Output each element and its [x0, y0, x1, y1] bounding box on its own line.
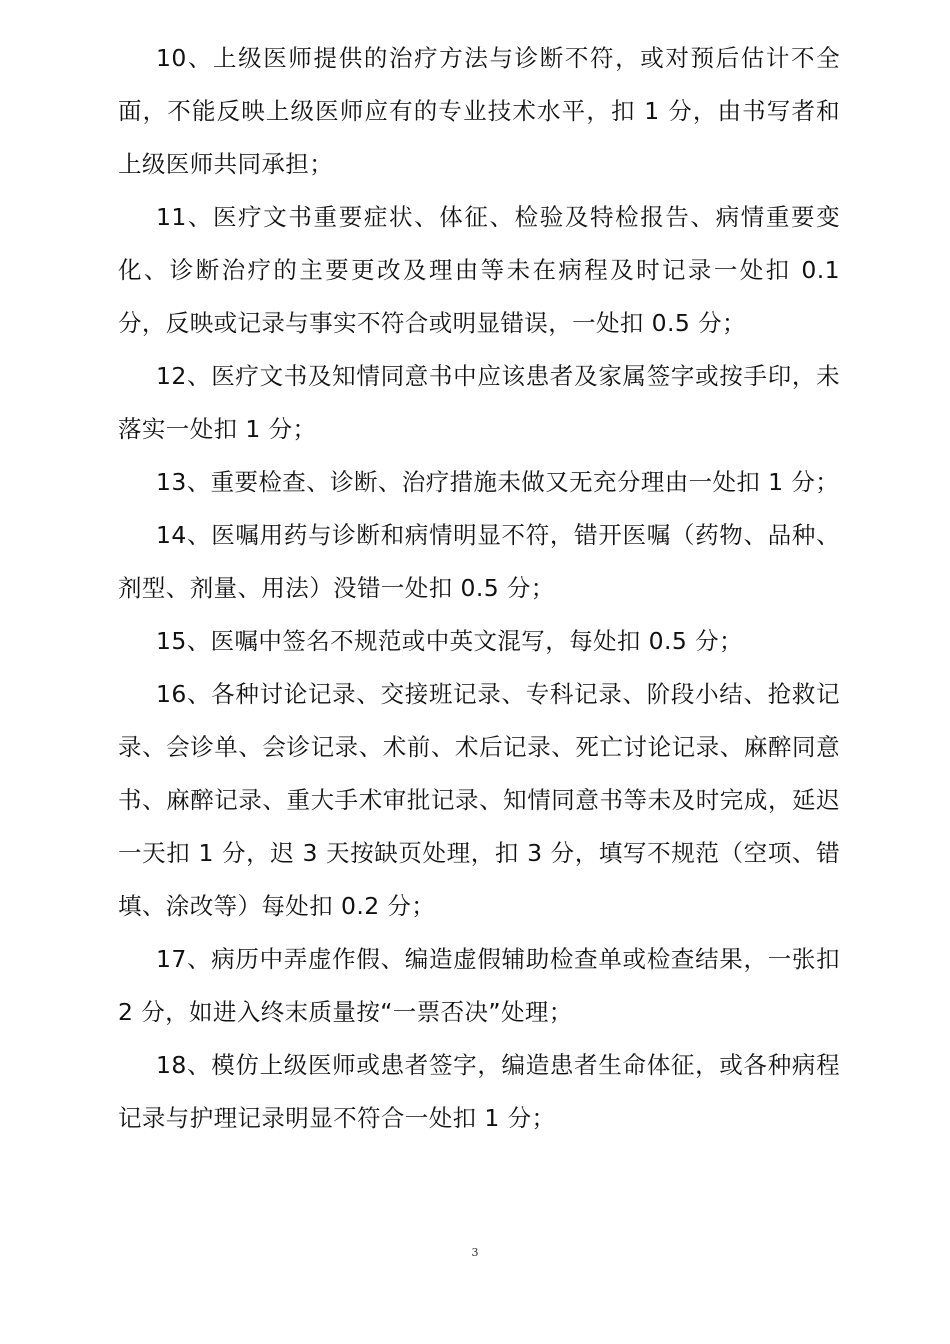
paragraph-item-18: 18、模仿上级医师或患者签字，编造患者生命体征，或各种病程记录与护理记录明显不符合一处扣 1 分；: [118, 1051, 840, 1132]
paragraph-item-11: 11、医疗文书重要症状、体征、检验及特检报告、病情重要变化、诊断治疗的主要更改及理由等未在病程及时记录一处扣 0.1 分，反映或记录与事实不符合或明显错误，一处扣 0.5 分；: [118, 203, 840, 337]
paragraph-item-16: 16、各种讨论记录、交接班记录、专科记录、阶段小结、抢救记录、会诊单、会诊记录、术前、术后记录、死亡讨论记录、麻醉同意书、麻醉记录、重大手术审批记录、知情同意书等未及时完成，延迟一天扣 1 分，迟 3 天按缺页处理，扣 3 分，填写不规范（空项、错填、涂改等）每处扣 0.2 分；: [118, 680, 840, 920]
paragraph-item-17: 17、病历中弄虚作假、编造虚假辅助检查单或检查结果，一张扣 2 分，如进入终末质量按“一票否决”处理；: [118, 945, 840, 1026]
page-number: 3: [471, 1246, 479, 1259]
document-body: [118, 32, 840, 1145]
paragraph-item-12: 12、医疗文书及知情同意书中应该患者及家属签字或按手印，未落实一处扣 1 分；: [118, 362, 840, 443]
paragraph-item-14: 14、医嘱用药与诊断和病情明显不符，错开医嘱（药物、品种、剂型、剂量、用法）没错一处扣 0.5 分；: [118, 521, 840, 602]
paragraph-item-13: 13、重要检查、诊断、治疗措施未做又无充分理由一处扣 1 分；: [156, 468, 840, 496]
paragraph-item-15: 15、医嘱中签名不规范或中英文混写，每处扣 0.5 分；: [156, 627, 743, 655]
paragraph-item-10: 10、上级医师提供的治疗方法与诊断不符，或对预后估计不全面，不能反映上级医师应有的专业技术水平，扣 1 分，由书写者和上级医师共同承担；: [118, 44, 840, 178]
